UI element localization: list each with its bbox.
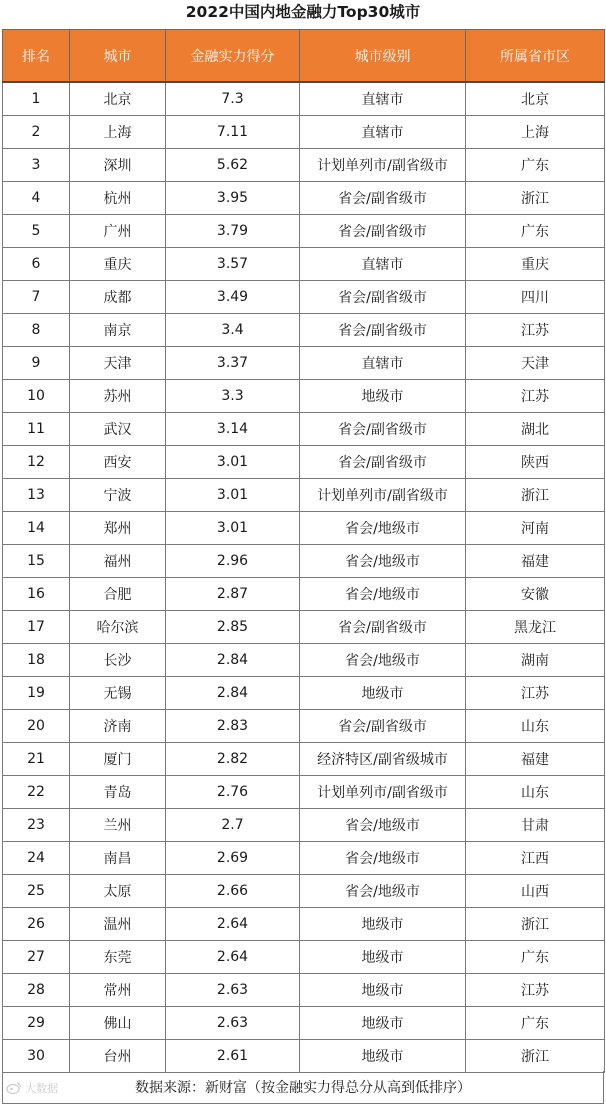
cell-city: 常州 bbox=[70, 974, 166, 1007]
cell-score: 3.49 bbox=[166, 281, 300, 314]
cell-score: 2.64 bbox=[166, 941, 300, 974]
cell-city: 台州 bbox=[70, 1040, 166, 1073]
cell-rank: 6 bbox=[3, 248, 70, 281]
cell-rank: 1 bbox=[3, 82, 70, 116]
cell-city: 温州 bbox=[70, 908, 166, 941]
watermark-logo-icon bbox=[6, 1081, 22, 1095]
table-row bbox=[3, 446, 605, 479]
cell-city-level: 省会/副省级市 bbox=[300, 446, 466, 479]
cell-city: 长沙 bbox=[70, 644, 166, 677]
cell-province: 广东 bbox=[466, 941, 605, 974]
cell-province: 广东 bbox=[466, 215, 605, 248]
cell-city-level: 地级市 bbox=[300, 380, 466, 413]
cell-city-level: 地级市 bbox=[300, 941, 466, 974]
cell-city: 东莞 bbox=[70, 941, 166, 974]
cell-province: 山西 bbox=[466, 875, 605, 908]
cell-score: 2.76 bbox=[166, 776, 300, 809]
cell-city-level: 省会/地级市 bbox=[300, 809, 466, 842]
cell-province: 福建 bbox=[466, 545, 605, 578]
cell-province: 广东 bbox=[466, 149, 605, 182]
cell-rank: 11 bbox=[3, 413, 70, 446]
cell-rank: 13 bbox=[3, 479, 70, 512]
cell-rank: 15 bbox=[3, 545, 70, 578]
watermark bbox=[6, 1080, 58, 1096]
table-row bbox=[3, 809, 605, 842]
cell-province: 四川 bbox=[466, 281, 605, 314]
cell-city-level: 省会/副省级市 bbox=[300, 314, 466, 347]
cell-city-level: 地级市 bbox=[300, 1040, 466, 1073]
watermark-text: 大数据 bbox=[25, 1082, 58, 1095]
header-row bbox=[3, 30, 605, 83]
table-row bbox=[3, 413, 605, 446]
table-row bbox=[3, 1040, 605, 1073]
cell-province: 浙江 bbox=[466, 1040, 605, 1073]
cell-city: 兰州 bbox=[70, 809, 166, 842]
cell-rank: 26 bbox=[3, 908, 70, 941]
cell-score: 2.7 bbox=[166, 809, 300, 842]
cell-rank: 10 bbox=[3, 380, 70, 413]
cell-rank: 2 bbox=[3, 116, 70, 149]
table-row bbox=[3, 149, 605, 182]
cell-province: 浙江 bbox=[466, 479, 605, 512]
cell-province: 江苏 bbox=[466, 380, 605, 413]
cell-city-level: 经济特区/副省级城市 bbox=[300, 743, 466, 776]
cell-city: 佛山 bbox=[70, 1007, 166, 1040]
table-row bbox=[3, 512, 605, 545]
cell-score: 2.84 bbox=[166, 677, 300, 710]
table-row bbox=[3, 248, 605, 281]
cell-province: 陕西 bbox=[466, 446, 605, 479]
cell-score: 5.62 bbox=[166, 149, 300, 182]
cell-rank: 4 bbox=[3, 182, 70, 215]
cell-score: 2.64 bbox=[166, 908, 300, 941]
page-title: 2022中国内地金融力Top30城市 bbox=[185, 3, 421, 21]
cell-rank: 7 bbox=[3, 281, 70, 314]
cell-score: 2.84 bbox=[166, 644, 300, 677]
cell-city-level: 省会/副省级市 bbox=[300, 281, 466, 314]
cell-city-level: 省会/副省级市 bbox=[300, 215, 466, 248]
cell-city: 郑州 bbox=[70, 512, 166, 545]
cell-rank: 30 bbox=[3, 1040, 70, 1073]
cell-city: 杭州 bbox=[70, 182, 166, 215]
cell-province: 浙江 bbox=[466, 908, 605, 941]
table-header bbox=[3, 30, 605, 83]
cell-rank: 9 bbox=[3, 347, 70, 380]
cell-city-level: 直辖市 bbox=[300, 82, 466, 116]
table-row bbox=[3, 215, 605, 248]
cell-city-level: 省会/地级市 bbox=[300, 875, 466, 908]
table-row bbox=[3, 281, 605, 314]
cell-rank: 22 bbox=[3, 776, 70, 809]
cell-score: 2.61 bbox=[166, 1040, 300, 1073]
cell-city-level: 省会/地级市 bbox=[300, 578, 466, 611]
cell-city-level: 省会/地级市 bbox=[300, 512, 466, 545]
cell-score: 3.37 bbox=[166, 347, 300, 380]
cell-rank: 23 bbox=[3, 809, 70, 842]
cell-rank: 3 bbox=[3, 149, 70, 182]
table-row bbox=[3, 908, 605, 941]
ranking-table bbox=[2, 29, 605, 1073]
cell-score: 7.3 bbox=[166, 82, 300, 116]
cell-province: 安徽 bbox=[466, 578, 605, 611]
cell-city-level: 地级市 bbox=[300, 1007, 466, 1040]
cell-rank: 25 bbox=[3, 875, 70, 908]
cell-score: 7.11 bbox=[166, 116, 300, 149]
cell-score: 3.4 bbox=[166, 314, 300, 347]
cell-score: 3.79 bbox=[166, 215, 300, 248]
cell-score: 3.95 bbox=[166, 182, 300, 215]
cell-city: 武汉 bbox=[70, 413, 166, 446]
cell-city: 青岛 bbox=[70, 776, 166, 809]
cell-city: 南京 bbox=[70, 314, 166, 347]
cell-rank: 29 bbox=[3, 1007, 70, 1040]
cell-city-level: 省会/地级市 bbox=[300, 644, 466, 677]
table-row bbox=[3, 941, 605, 974]
cell-city: 天津 bbox=[70, 347, 166, 380]
table-row bbox=[3, 82, 605, 116]
cell-province: 广东 bbox=[466, 1007, 605, 1040]
cell-province: 浙江 bbox=[466, 182, 605, 215]
table-row bbox=[3, 380, 605, 413]
cell-city-level: 地级市 bbox=[300, 974, 466, 1007]
column-header-province: 所属省市区 bbox=[466, 30, 605, 83]
cell-score: 2.63 bbox=[166, 1007, 300, 1040]
cell-rank: 27 bbox=[3, 941, 70, 974]
cell-score: 3.01 bbox=[166, 512, 300, 545]
cell-city-level: 计划单列市/副省级市 bbox=[300, 149, 466, 182]
cell-city: 深圳 bbox=[70, 149, 166, 182]
cell-city-level: 直辖市 bbox=[300, 347, 466, 380]
table-row bbox=[3, 743, 605, 776]
cell-score: 2.69 bbox=[166, 842, 300, 875]
table-row bbox=[3, 347, 605, 380]
source-note-text: 数据来源：新财富（按金融实力得总分从高到低排序） bbox=[135, 1080, 471, 1096]
cell-rank: 28 bbox=[3, 974, 70, 1007]
table-row bbox=[3, 479, 605, 512]
cell-province: 河南 bbox=[466, 512, 605, 545]
cell-city: 哈尔滨 bbox=[70, 611, 166, 644]
table-row bbox=[3, 842, 605, 875]
cell-rank: 19 bbox=[3, 677, 70, 710]
cell-province: 上海 bbox=[466, 116, 605, 149]
column-header-city: 城市 bbox=[70, 30, 166, 83]
column-header-rank: 排名 bbox=[3, 30, 70, 83]
cell-city-level: 直辖市 bbox=[300, 248, 466, 281]
cell-rank: 8 bbox=[3, 314, 70, 347]
table-body bbox=[3, 82, 605, 1073]
table-row bbox=[3, 578, 605, 611]
table-row bbox=[3, 545, 605, 578]
cell-province: 山东 bbox=[466, 776, 605, 809]
cell-city-level: 地级市 bbox=[300, 677, 466, 710]
cell-city: 合肥 bbox=[70, 578, 166, 611]
cell-city: 广州 bbox=[70, 215, 166, 248]
cell-score: 2.96 bbox=[166, 545, 300, 578]
cell-province: 江苏 bbox=[466, 677, 605, 710]
cell-city: 太原 bbox=[70, 875, 166, 908]
cell-city: 宁波 bbox=[70, 479, 166, 512]
cell-rank: 21 bbox=[3, 743, 70, 776]
cell-score: 2.85 bbox=[166, 611, 300, 644]
table-row bbox=[3, 182, 605, 215]
cell-score: 2.82 bbox=[166, 743, 300, 776]
cell-city: 福州 bbox=[70, 545, 166, 578]
cell-city-level: 省会/副省级市 bbox=[300, 611, 466, 644]
cell-score: 2.63 bbox=[166, 974, 300, 1007]
cell-city: 南昌 bbox=[70, 842, 166, 875]
cell-rank: 17 bbox=[3, 611, 70, 644]
cell-score: 3.14 bbox=[166, 413, 300, 446]
source-note bbox=[2, 1071, 604, 1104]
table-row bbox=[3, 1007, 605, 1040]
cell-province: 江苏 bbox=[466, 314, 605, 347]
cell-rank: 24 bbox=[3, 842, 70, 875]
cell-rank: 14 bbox=[3, 512, 70, 545]
cell-city: 成都 bbox=[70, 281, 166, 314]
table-row bbox=[3, 314, 605, 347]
cell-province: 江西 bbox=[466, 842, 605, 875]
cell-score: 3.01 bbox=[166, 446, 300, 479]
cell-city-level: 计划单列市/副省级市 bbox=[300, 479, 466, 512]
table-row bbox=[3, 710, 605, 743]
cell-rank: 16 bbox=[3, 578, 70, 611]
cell-score: 3.57 bbox=[166, 248, 300, 281]
table-row bbox=[3, 677, 605, 710]
cell-city: 上海 bbox=[70, 116, 166, 149]
cell-score: 3.3 bbox=[166, 380, 300, 413]
cell-city-level: 省会/地级市 bbox=[300, 545, 466, 578]
table-row bbox=[3, 974, 605, 1007]
cell-city-level: 省会/副省级市 bbox=[300, 710, 466, 743]
cell-province: 重庆 bbox=[466, 248, 605, 281]
cell-province: 天津 bbox=[466, 347, 605, 380]
cell-score: 3.01 bbox=[166, 479, 300, 512]
cell-city: 北京 bbox=[70, 82, 166, 116]
cell-city-level: 地级市 bbox=[300, 908, 466, 941]
cell-city-level: 省会/副省级市 bbox=[300, 413, 466, 446]
table-row bbox=[3, 875, 605, 908]
cell-rank: 5 bbox=[3, 215, 70, 248]
cell-province: 甘肃 bbox=[466, 809, 605, 842]
cell-score: 2.66 bbox=[166, 875, 300, 908]
cell-province: 北京 bbox=[466, 82, 605, 116]
table-row bbox=[3, 611, 605, 644]
cell-province: 江苏 bbox=[466, 974, 605, 1007]
cell-province: 黑龙江 bbox=[466, 611, 605, 644]
cell-city: 无锡 bbox=[70, 677, 166, 710]
cell-city: 西安 bbox=[70, 446, 166, 479]
cell-province: 山东 bbox=[466, 710, 605, 743]
cell-score: 2.83 bbox=[166, 710, 300, 743]
cell-province: 湖北 bbox=[466, 413, 605, 446]
cell-city-level: 省会/地级市 bbox=[300, 842, 466, 875]
table-row bbox=[3, 776, 605, 809]
cell-rank: 18 bbox=[3, 644, 70, 677]
cell-score: 2.87 bbox=[166, 578, 300, 611]
cell-city: 重庆 bbox=[70, 248, 166, 281]
column-header-score: 金融实力得分 bbox=[166, 30, 300, 83]
cell-rank: 20 bbox=[3, 710, 70, 743]
cell-rank: 12 bbox=[3, 446, 70, 479]
column-header-city-level: 城市级别 bbox=[300, 30, 466, 83]
table-row bbox=[3, 644, 605, 677]
table-row bbox=[3, 116, 605, 149]
cell-province: 福建 bbox=[466, 743, 605, 776]
cell-city-level: 直辖市 bbox=[300, 116, 466, 149]
cell-city: 厦门 bbox=[70, 743, 166, 776]
cell-province: 湖南 bbox=[466, 644, 605, 677]
cell-city: 苏州 bbox=[70, 380, 166, 413]
cell-city: 济南 bbox=[70, 710, 166, 743]
cell-city-level: 省会/副省级市 bbox=[300, 182, 466, 215]
cell-city-level: 计划单列市/副省级市 bbox=[300, 776, 466, 809]
